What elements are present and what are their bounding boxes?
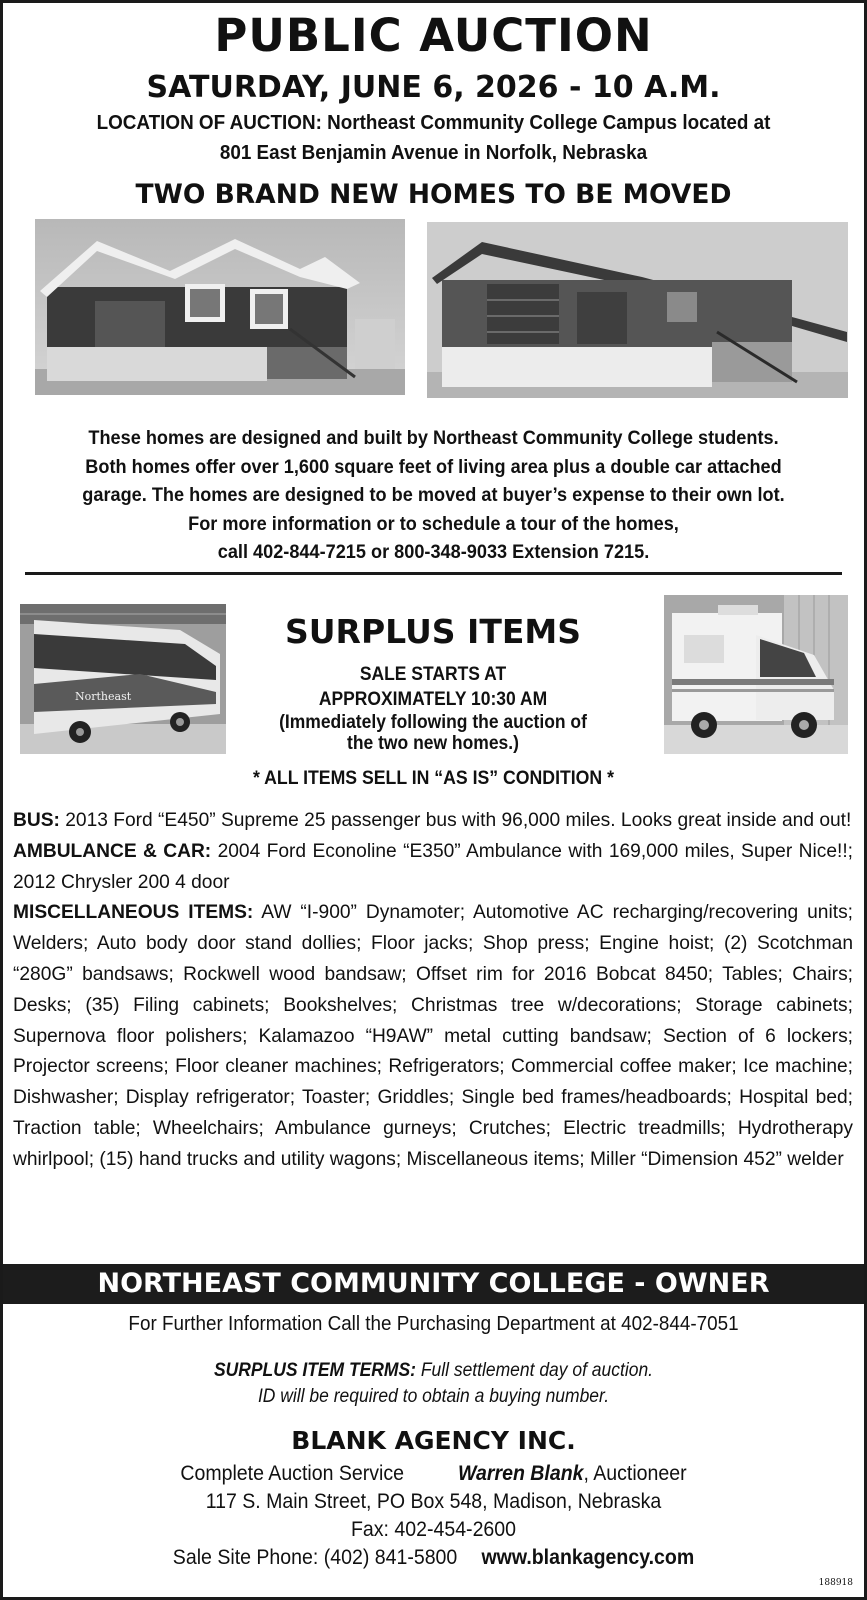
homes-heading: TWO BRAND NEW HOMES TO BE MOVED: [135, 179, 732, 210]
list-item: [13, 837, 853, 899]
house-photo-2: [427, 222, 848, 398]
homes-desc-line: These homes are designed and built by Northeast Community College students.: [88, 427, 779, 449]
item-text: AW “I-900” Dynamoter; Automotive AC recharging/recovering units; Welders; Auto body door stand dollies; Floor jacks; Shop press; Engine hoist; (2) Scotchman “280G” bandsaws; Rockwell wood bandsaw; Offset rim for 2016 Bobcat 8450; Tables; Chairs; Desks; (35) Filing cabinets; Bookshelves; Christmas tree w/decorations; Storage cabinets; Supernova floor polishers; Kalamazoo “H9AW” metal cutting bandsaw; Section of 6 lockers; Projector screens; Floor cleaner machines; Refrigerators; Commercial coffee maker; Ice machine; Dishwasher; Display refrigerator; Toaster; Griddles; Single bed frames/headboards; Hospital bed; Traction table; Wheelchairs; Ambulance gurneys; Crutches; Electric treadmills; Hydrotherapy whirlpool; (15) hand trucks and utility wagons; Miscellaneous items; Miller “Dimension 452” welder: [13, 902, 853, 1170]
agency-contact-line: [30, 1544, 836, 1572]
sale-line: SALE STARTS AT: [359, 664, 507, 685]
terms-label: SURPLUS ITEM TERMS:: [213, 1360, 416, 1381]
owner-bar: NORTHEAST COMMUNITY COLLEGE - OWNER: [3, 1264, 864, 1304]
sale-line: the two new homes.): [347, 733, 519, 754]
agency-phone: Sale Site Phone: (402) 841-5800: [172, 1546, 458, 1569]
auction-date: SATURDAY, JUNE 6, 2026 - 10 A.M.: [146, 70, 721, 105]
homes-desc-line: garage. The homes are designed to be moved at buyer’s expense to their own lot.: [82, 484, 785, 506]
ambulance-photo: [664, 595, 848, 754]
agency-name: BLANK AGENCY INC.: [291, 1426, 576, 1455]
as-is-notice: * ALL ITEMS SELL IN “AS IS” CONDITION *: [253, 768, 614, 789]
section-divider: [25, 572, 842, 575]
list-item: [13, 806, 853, 837]
agency-service: Complete Auction Service: [180, 1462, 405, 1485]
agency-website[interactable]: www.blankagency.com: [481, 1546, 695, 1569]
agency-fax: Fax: 402-454-2600: [350, 1518, 517, 1541]
sale-start-info: [244, 662, 621, 754]
bus-logo-text: Northeast: [75, 690, 132, 703]
item-label: AMBULANCE & CAR:: [13, 840, 212, 862]
auctioneer-name: Warren Blank: [457, 1462, 584, 1485]
sale-line: (Immediately following the auction of: [279, 712, 587, 733]
surplus-terms: [35, 1358, 833, 1410]
further-info: For Further Information Call the Purchasing Department at 402-844-7051: [128, 1312, 739, 1335]
page-title: PUBLIC AUCTION: [214, 9, 653, 62]
auctioneer-role: , Auctioneer: [583, 1462, 687, 1485]
agency-service-line: [30, 1460, 836, 1488]
item-label: BUS:: [13, 810, 60, 831]
terms-line-2: ID will be required to obtain a buying number.: [257, 1386, 610, 1407]
location-line-1: LOCATION OF AUCTION: Northeast Community College Campus located at: [96, 111, 771, 134]
homes-desc-line: Both homes offer over 1,600 square feet of living area plus a double car attached: [85, 455, 782, 478]
homes-description: [30, 424, 836, 567]
list-item: [13, 898, 853, 1175]
homes-desc-line: call 402-844-7215 or 800-348-9033 Extension 7215.: [217, 541, 650, 563]
item-label: MISCELLANEOUS ITEMS:: [13, 902, 254, 924]
location-line-2: 801 East Benjamin Avenue in Norfolk, Nebraska: [219, 141, 648, 164]
surplus-heading: SURPLUS ITEMS: [284, 612, 581, 651]
sale-line: APPROXIMATELY 10:30 AM: [318, 689, 548, 710]
auction-location: [35, 108, 833, 168]
terms-text: Full settlement day of auction.: [415, 1360, 654, 1381]
bus-photo: [20, 604, 226, 754]
item-text: 2004 Ford Econoline “E350” Ambulance with 169,000 miles, Super Nice!!; 2012 Chrysler 200 4 door: [13, 840, 853, 893]
items-list: [13, 806, 853, 1176]
agency-address: 117 S. Main Street, PO Box 548, Madison, Nebraska: [205, 1490, 662, 1513]
item-text: 2013 Ford “E450” Supreme 25 passenger bus with 96,000 miles. Looks great inside and out!: [59, 810, 852, 831]
house-photo-1: [35, 219, 405, 395]
ad-code: 188918: [818, 1578, 853, 1588]
homes-desc-line: For more information or to schedule a tour of the homes,: [188, 512, 679, 535]
